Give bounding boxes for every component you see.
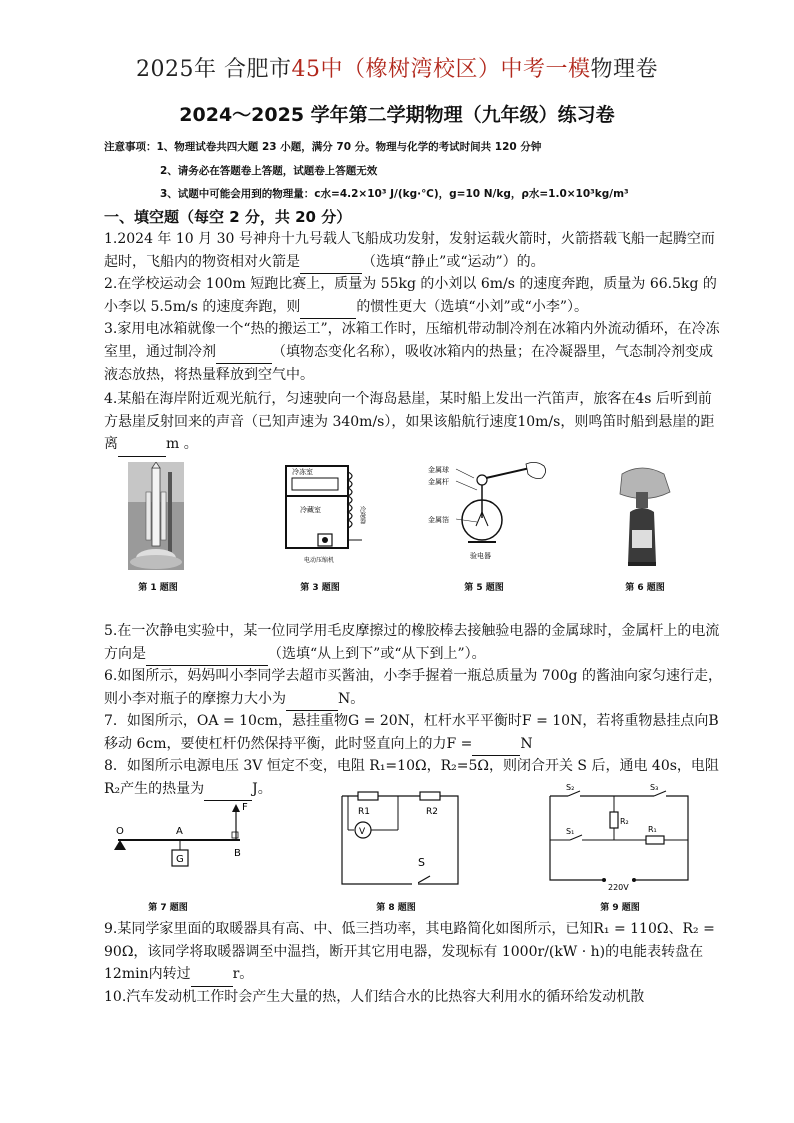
circuit9-r1-label: R₁ [648,825,657,834]
question-4-tail: m 。 [166,436,198,452]
question-8-tail: J。 [252,780,272,797]
circuit8-r2-label: R2 [426,807,438,817]
note-2: 2、请务必在答题卷上答题，试题卷上答题无效 [160,165,378,177]
header-school: 45中（橡树湾校区）中考一模 [291,57,591,82]
figure-6-caption: 第 6 题图 [625,583,665,593]
answer-blank-6[interactable] [286,688,338,712]
question-1-tail: （选填“静止”或“运动”）的。 [362,253,545,270]
circuit9-voltage-label: 220V [608,883,629,892]
fridge-condenser-label: 冷凝器 [358,506,366,524]
circuit9-s2-label: S₂ [566,783,575,792]
question-1 [104,228,724,274]
figure-9-caption: 第 9 题图 [600,903,640,913]
question-7-text: 7．如图所示，OA = 10cm，悬挂重物G = 20N，杠杆水平平衡时F = 10N，若将重物悬挂点向B移动 6cm，要使杠杆仍然保持平衡，此时竖直向上的力F = [104,713,719,752]
figure-3-caption: 第 3 题图 [300,583,340,593]
question-2-tail: 的惯性更大（选填“小刘”或“小李”）。 [356,298,588,315]
question-6 [104,665,724,711]
figure-8-caption: 第 8 题图 [376,903,416,913]
question-2-text: 2.在学校运动会 100m 短跑比赛上，质量为 55kg 的小刘以 6m/s 的速度奔跑，质量为 66.5kg 的小李以 5.5m/s 的速度奔跑，则 [104,276,717,315]
question-9-tail: r。 [232,966,254,982]
answer-blank-2[interactable] [300,296,356,320]
question-5-text: 5.在一次静电实验中，某一位同学用毛皮摩擦过的橡胶棒去接触验电器的金属球时，金属杆上的电流方向是 [104,623,720,662]
fridge-cooler-label: 冷藏室 [300,506,321,514]
question-4-text: 4.某船在海岸附近观光航行，匀速驶向一个海岛悬崖，某时船上发出一汽笛声，旅客在4s 后听到前方悬崖反射回来的声音（已知声速为 340m/s），如果该船航行速度10m/s，则鸣笛时船到悬崖的距离 [104,391,715,452]
figure-5-caption: 第 5 题图 [464,583,504,593]
figure-9-circuit [540,782,700,894]
electroscope-rod-label: 金属杆 [428,478,449,486]
circuit8-r1-label: R1 [358,807,370,817]
electroscope-ball-label: 金属球 [428,466,449,474]
figure-7-lever [108,800,258,880]
question-1-text: 1.2024 年 10 月 30 号神舟十九号载人飞船成功发射，发射运载火箭时，火箭搭载飞船一起腾空而起时，飞船内的物资相对火箭是 [104,231,715,270]
question-7 [104,710,724,756]
figure-3-fridge [282,462,372,574]
note-3: 3、试题中可能会用到的物理量：c水=4.2×10³ J/(kg·℃)，g=10 N/kg，ρ水=1.0×10³kg/m³ [160,188,629,200]
question-10 [104,986,724,1009]
question-4 [104,388,724,457]
question-3-tail: （填物态变化名称），吸收冰箱内的热量；在冷凝器里，气态制冷剂变成液态放热，将热量释放到空气中。 [104,343,713,383]
fridge-freezer-label: 冷冻室 [292,468,313,476]
circuit9-s3-label: S₃ [650,783,659,792]
lever-point-b: B [234,848,241,859]
lever-weight-g: G [176,854,184,865]
figure-7-caption: 第 7 题图 [148,903,188,913]
fridge-compressor-label: 电动压缩机 [304,557,335,564]
question-5-tail: （选填“从上到下”或“从下到上”）。 [268,645,486,662]
figure-8-circuit [332,788,466,892]
lever-point-a: A [176,826,183,837]
answer-blank-8[interactable] [204,778,252,802]
figure-5-electroscope [422,460,554,566]
lever-force-f: F [242,802,248,813]
question-3-text: 3.家用电冰箱就像一个“热的搬运工”，冰箱工作时，压缩机带动制冷剂在冰箱内外流动循环，在冷冻室里，通过制冷剂 [104,321,720,360]
note-1: 注意事项：1、物理试卷共四大题 23 小题，满分 70 分。物理与化学的考试时间共 120 分钟 [104,141,542,153]
question-9 [104,918,724,987]
figure-1-caption: 第 1 题图 [138,583,178,593]
figure-1-rocket-photo [128,462,184,570]
header-suffix: 物理卷 [590,57,658,82]
question-10-text: 10.汽车发动机工作时会产生大量的热，人们结合水的比热容大利用水的循环给发动机散 [104,989,645,1005]
question-5 [104,620,724,666]
section-fill-in-title: 一、填空题（每空 2 分，共 20 分） [104,208,352,226]
electroscope-name-label: 验电器 [470,552,491,560]
electroscope-foil-label: 金属箔 [428,516,449,524]
question-6-tail: N。 [338,690,365,707]
question-8-text: 8．如图所示电源电压 3V 恒定不变，电阻 R₁=10Ω，R₂=5Ω，则闭合开关 S 后，通电 40s，电阻 R₂产生的热量为 [104,758,719,797]
answer-blank-3[interactable] [216,341,272,365]
figure-6-soy-sauce-bottle [614,464,676,572]
answer-blank-4[interactable] [118,433,166,457]
question-7-tail: N [520,735,533,752]
circuit8-switch-label: S [418,856,425,869]
circuit8-voltmeter-label: V [359,827,366,837]
answer-blank-9[interactable] [191,963,233,987]
header-prefix: 2025年 合肥市 [136,57,292,82]
answer-blank-5[interactable] [146,643,268,667]
circuit9-r2-label: R₂ [620,817,629,826]
question-6-text: 6.如图所示，妈妈叫小李同学去超市买酱油，小李手握着一瓶总质量为 700g 的酱油向家匀速行走，则小李对瓶子的摩擦力大小为 [104,668,722,707]
lever-point-o: O [116,826,124,837]
question-2 [104,273,724,319]
circuit9-s1-label: S₁ [566,827,575,836]
page-header [0,52,794,83]
question-9-text: 9.某同学家里面的取暖器具有高、中、低三挡功率，其电路简化如图所示，已知R₁ = 110Ω、R₂ = 90Ω，该同学将取暖器调至中温挡，断开其它用电器，发现标有 1000r/(kW · h)的电能表转盘在 12min内转过 [104,921,715,982]
question-3 [104,318,724,387]
exam-title: 2024～2025 学年第二学期物理（九年级）练习卷 [179,104,615,126]
answer-blank-1[interactable] [300,251,362,275]
answer-blank-7[interactable] [472,733,520,757]
